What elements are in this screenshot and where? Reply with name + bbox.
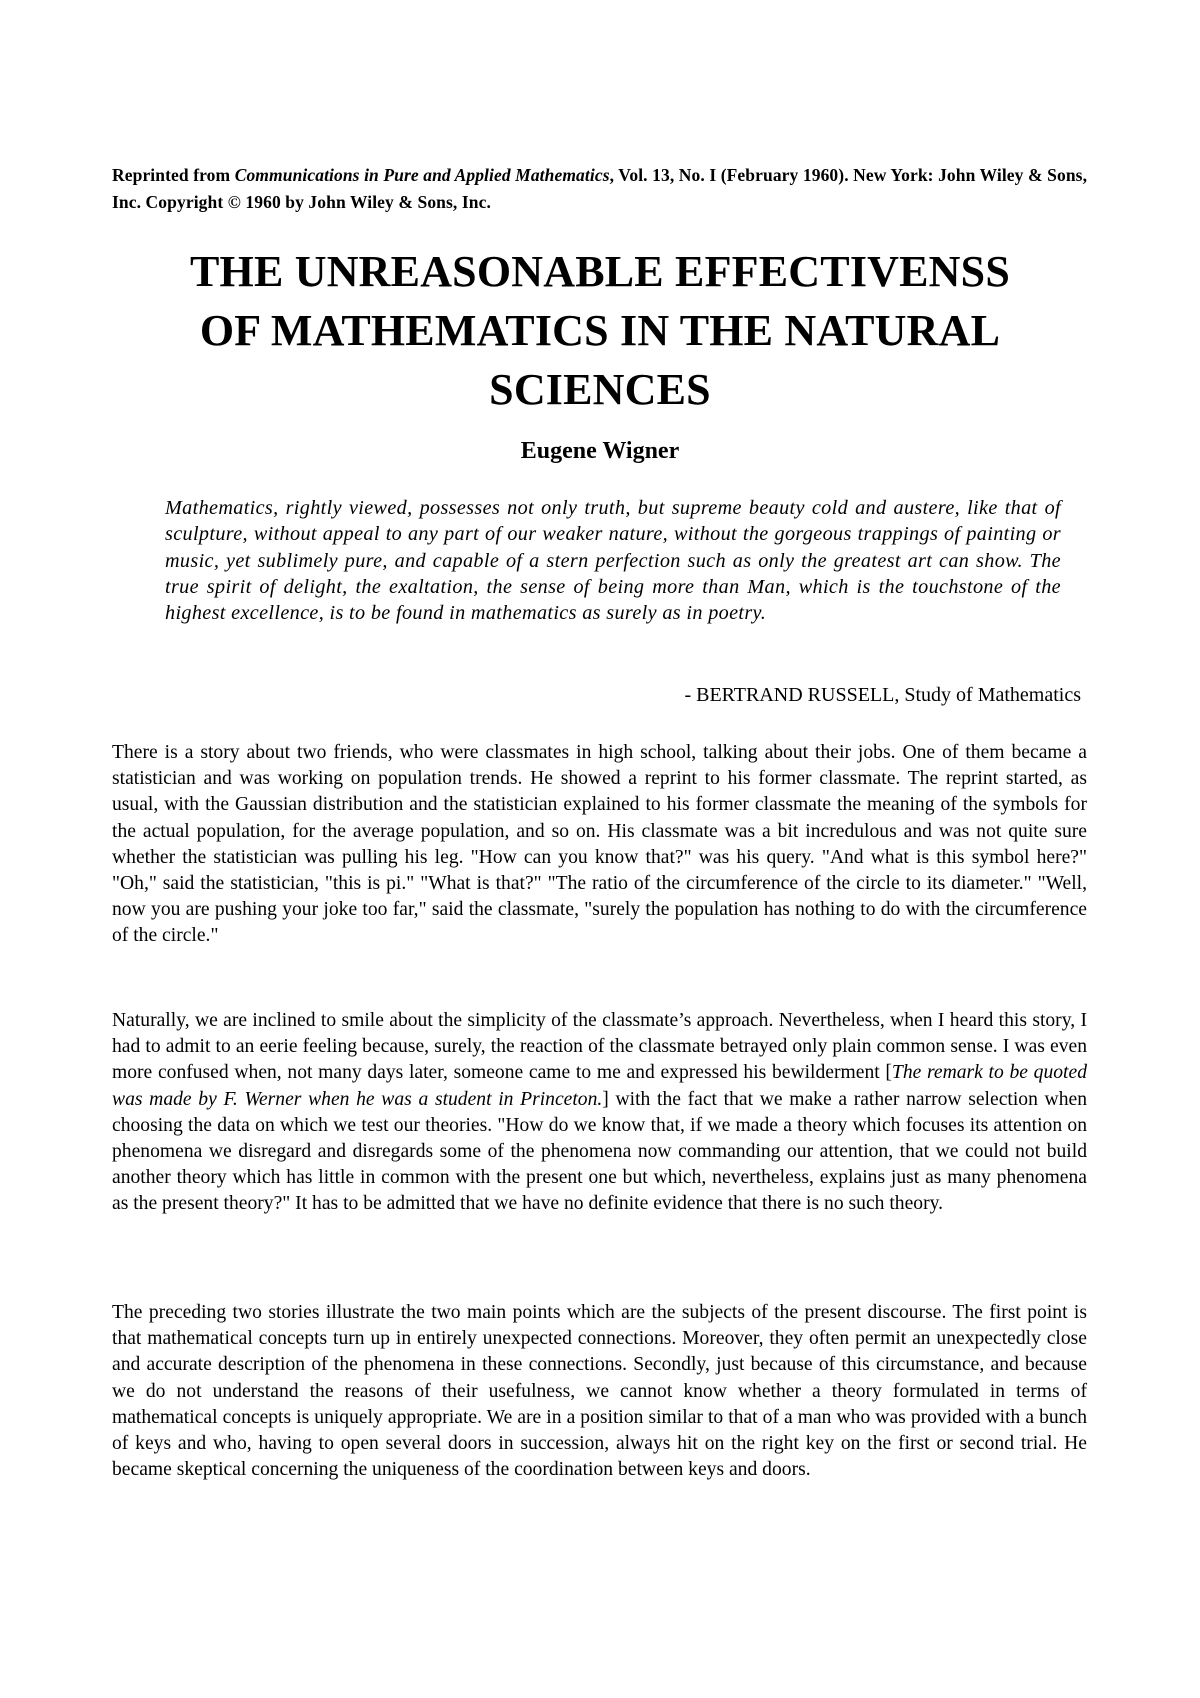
reprint-prefix: Reprinted from	[112, 165, 235, 185]
body-paragraph-3: The preceding two stories illustrate the two main points which are the subjects of the present discourse. The first point is that mathematical concepts turn up in entirely unexpected connections. Moreover, they often permit an unexpectedly close and accurate description of the phenomena in these connections. Secondly, just because of this circumstance, and because we do not understand the reasons of their usefulness, we cannot know whether a theory formulated in terms of mathematical concepts is uniquely appropriate. We are in a position similar to that of a man who was provided with a bunch of keys and who, having to open several doors in succession, always hit on the right key on the first or second trial. He became skeptical concerning the uniqueness of the coordination between keys and doors.	[112, 1302, 1087, 1481]
paper-title	[100, 242, 1100, 419]
body-paragraph-2	[112, 1008, 1087, 1218]
title-line-3: SCIENCES	[489, 365, 711, 414]
epigraph-quote: Mathematics, rightly viewed, possesses not only truth, but supreme beauty cold and austere, like that of sculpture, without appeal to any part of our weaker nature, without the gorgeous trappings of painting or music, yet sublimely pure, and capable of a stern perfection such as only the greatest art can show. The true spirit of delight, the exaltation, the sense of being more than Man, which is the touchstone of the highest excellence, is to be found in mathematics as surely as in poetry.	[165, 497, 1061, 625]
body-paragraph-1: There is a story about two friends, who were classmates in high school, talking about their jobs. One of them became a statistician and was working on population trends. He showed a reprint to his former classmate. The reprint started, as usual, with the Gaussian distribution and the statistician explained to his former classmate the meaning of the symbols for the actual population, for the average population, and so on. His classmate was a bit incredulous and was not quite sure whether the statistician was pulling his leg. "How can you know that?" was his query. "And what is this symbol here?" "Oh," said the statistician, "this is pi." "What is that?" "The ratio of the circumference of the circle to its diameter." "Well, now you are pushing your joke too far," said the classmate, "surely the population has nothing to do with the circumference of the circle."	[112, 742, 1087, 947]
paragraph-2-text-before-note: Naturally, we are inclined to smile about the simplicity of the classmate’s approach. Nevertheless, when I heard this story, I had to admit to an eerie feeling because, surely, the reaction of the classmate betrayed only plain common sense. I was even more confused when, not many days later, someone came to me and expressed his bewilderment [	[112, 1010, 1087, 1084]
paragraph-2-text-after-note: ] with the fact that we make a rather narrow selection when choosing the data on which we test our theories. "How do we know that, if we made a theory which focuses its attention on phenomena we disregard and disregards some of the phenomena now commanding our attention, that we could not build another theory which has little in common with the present one but which, nevertheless, explains just as many phenomena as the present theory?" It has to be admitted that we have no definite evidence that there is no such theory.	[112, 1088, 1087, 1215]
journal-name: Communications in Pure and Applied Mathematics	[234, 165, 610, 185]
inline-footnote: The remark to be quoted was made by F. Werner when he was a student in Princeton.	[112, 1062, 1087, 1110]
reprint-notice	[112, 162, 1092, 216]
title-line-1: THE UNREASONABLE EFFECTIVENSS	[190, 247, 1010, 296]
reprint-suffix: , Vol. 13, No. I (February 1960). New York: John Wiley & Sons, Inc. Copyright © 1960 by John Wiley & Sons, Inc.	[112, 165, 1088, 212]
title-line-2: OF MATHEMATICS IN THE NATURAL	[199, 306, 1001, 355]
epigraph-attribution: - BERTRAND RUSSELL, Study of Mathematics	[684, 684, 1081, 706]
author-name: Eugene Wigner	[520, 438, 680, 464]
